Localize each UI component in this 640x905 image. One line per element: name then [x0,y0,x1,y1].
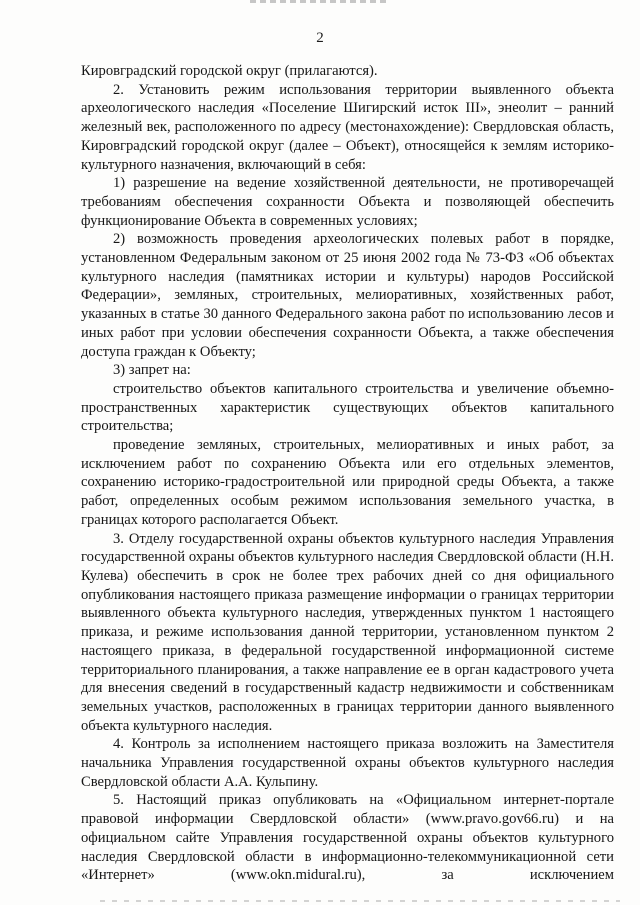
paragraph-item-4: 4. Контроль за исполнением настоящего приказа возложить на Заместителя начальника Управления государственной охраны объектов культурного наследия Свердловской области А.А. Кульпину. [81,736,614,790]
scan-artifact-top [250,0,390,3]
page-number: 2 [316,30,324,46]
paragraph-item-2-2: 2) возможность проведения археологических полевых работ в порядке, установленном Федеральным законом от 25 июня 2002 года № 73-ФЗ «Об объектах культурного наследия (памятниках истории и культуры) народов Российской Федерации», земляных, строительных, мелиоративных, хозяйственных работ, указанных в статье 30 данного Федерального закона работ по использованию лесов и иных работ при условии обеспечения сохранности Объекта, а также обеспечения доступа граждан к Объекту; [81,231,614,360]
paragraph-item-2-3-b: проведение земляных, строительных, мелиоративных и иных работ, за исключением работ по сохранению Объекта или его отдельных элементов, сохранению историко-градостроительной или природной среды Объекта, а также работ, определенных особым режимом использования земельного участка, в границах которого располагается Объект. [81,437,614,528]
paragraph-item-2-1: 1) разрешение на ведение хозяйственной деятельности, не противоречащей требованиям обеспечения сохранности Объекта и позволяющей обеспечить функционирование Объекта в современных условиях; [81,175,614,229]
scan-artifact-bottom [100,900,620,902]
paragraph-item-2: 2. Установить режим использования территории выявленного объекта археологического наследия «Поселение Шигирский исток III», энеолит – ранний железный век, расположенного по адресу (местонахождение): Свердловская область, Кировградский городской округ (далее – Объект), относящейся к землям историко-культурного назначения, включающий в себя: [81,81,614,173]
document-body [81,62,614,885]
paragraph-item-5: 5. Настоящий приказ опубликовать на «Официальном интернет-портале правовой информации Свердловской области» (www.pravo.gov66.ru) и на официальном сайте Управления государственной охраны объектов культурного наследия Свердловской области в информационно-телекоммуникационной сети «Интернет» (www.okn.midural.ru), за исключением [81,792,614,884]
paragraph-continuation: Кировградский городской округ (прилагаются). [81,63,378,79]
paragraph-item-2-3: 3) запрет на: [113,362,191,379]
paragraph-item-3: 3. Отделу государственной охраны объектов культурного наследия Управления государственной охраны объектов культурного наследия Свердловской области (Н.Н. Кулева) обеспечить в срок не более трех рабочих дней со дня официального опубликования настоящего приказа размещение информации о границах территории выявленного объекта культурного наследия, утвержденных пунктом 1 настоящего приказа, и режиме использования данной территории, установленном пунктом 2 настоящего приказа, в федеральной государственной информационной системе территориального планирования, а также направление ее в орган кадастрового учета для внесения сведений в государственный кадастр недвижимости и собственникам земельных участков, расположенных в границах территории данного выявленного объекта культурного наследия. [81,530,614,734]
paragraph-item-2-3-a: строительство объектов капитального строительства и увеличение объемно-пространственных характеристик существующих объектов капитального строительства; [81,380,614,435]
